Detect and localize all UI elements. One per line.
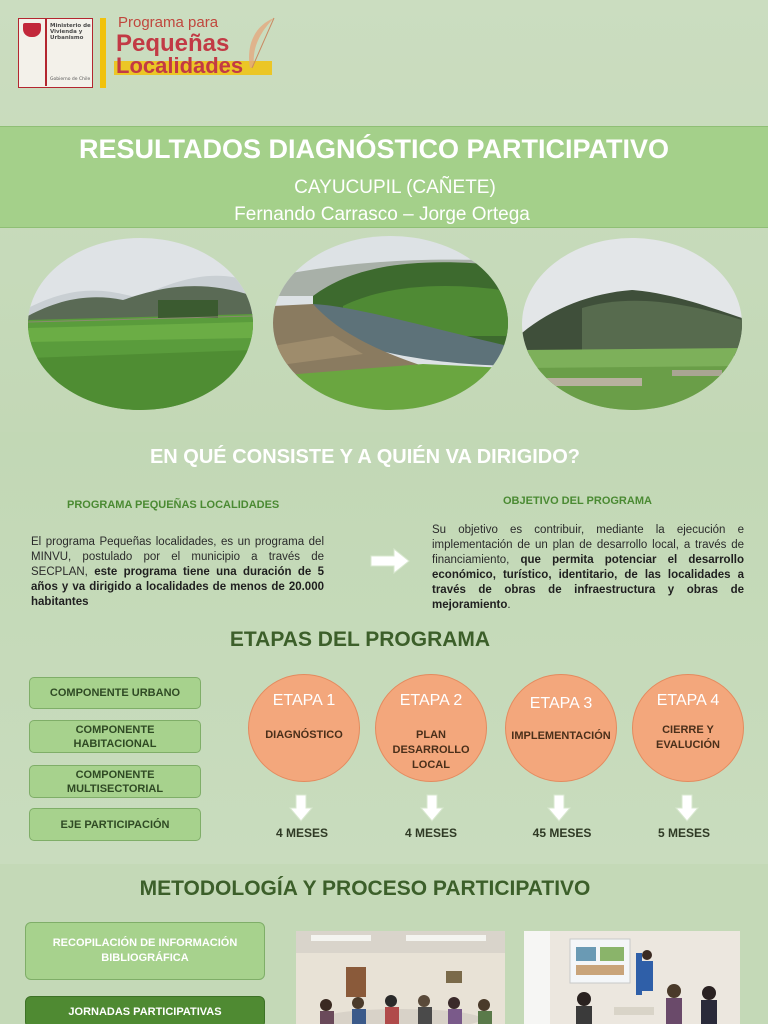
stage-4-duration: 5 MESES	[657, 826, 711, 840]
stage-2-title: ETAPA 2	[399, 692, 463, 709]
stage-2-circle	[375, 674, 487, 782]
method-step-recopilacion: RECOPILACIÓN DE INFORMACIÓN BIBLIOGRÁFICA	[25, 922, 265, 980]
meeting-photo-1	[296, 931, 505, 1024]
stage-1-duration: 4 MESES	[275, 826, 329, 840]
ministry-name: Ministerio de Vivienda y Urbanismo	[50, 23, 91, 41]
arrow-down-icon	[420, 794, 444, 822]
program-description-text: El programa Pequeñas localidades, es un programa del MINVU, postulado por el municipio a través de SECPLAN, este programa tiene una duración de 5 años y va dirigido a localidades de menos de 20.000 habitantes	[31, 536, 324, 608]
meeting-photo-2	[524, 931, 740, 1024]
landscape-photo-hill	[522, 238, 742, 410]
landscape-photo-meadow	[28, 238, 253, 410]
stage-3-circle	[505, 674, 617, 782]
stage-4-title: ETAPA 4	[656, 692, 720, 709]
program-logo-line2: Pequeñas	[116, 30, 230, 57]
section-heading-consiste: EN QUÉ CONSISTE Y A QUIÉN VA DIRIGIDO?	[149, 446, 581, 468]
objective-text: Su objetivo es contribuir, mediante la ejecución e implementación de un plan de desarrollo local, a través de financiamiento, que permita potenciar el desarrollo económico, turístico, identitario, de las localidades a través de obras de infraestructura y obras de mejoramiento.	[432, 524, 744, 611]
component-habitacional: COMPONENTE HABITACIONAL	[29, 720, 201, 753]
authors-subtitle: Fernando Carrasco – Jorge Ortega	[234, 204, 530, 225]
program-description-title: PROGRAMA PEQUEÑAS LOCALIDADES	[67, 499, 280, 511]
ministry-logo	[18, 18, 93, 88]
feather-icon	[244, 16, 278, 76]
location-subtitle: CAYUCUPIL (CAÑETE)	[294, 177, 496, 198]
stage-2-duration: 4 MESES	[404, 826, 458, 840]
stage-3-desc: IMPLEMENTACIÓN	[511, 730, 611, 742]
stage-4-desc: CIERRE Y EVALUCIÓN	[656, 724, 720, 751]
program-logo-bar	[100, 18, 106, 88]
government-label: Gobierno de Chile	[50, 77, 91, 82]
section-heading-metodologia: METODOLOGÍA Y PROCESO PARTICIPATIVO	[139, 877, 591, 900]
component-urbano: COMPONENTE URBANO	[29, 677, 201, 709]
section-heading-etapas: ETAPAS DEL PROGRAMA	[229, 628, 491, 651]
page-title: RESULTADOS DIAGNÓSTICO PARTICIPATIVO	[78, 134, 669, 164]
program-logo-line1: Programa para	[118, 14, 219, 31]
stage-2-desc: PLAN DESARROLLO LOCAL	[392, 729, 470, 771]
component-multisectorial: COMPONENTE MULTISECTORIAL	[29, 765, 201, 798]
stage-3-title: ETAPA 3	[529, 695, 593, 712]
component-participacion: EJE PARTICIPACIÓN	[29, 808, 201, 841]
arrow-right-icon	[370, 548, 410, 574]
program-logo-line3: Localidades	[116, 53, 244, 78]
stage-4-circle	[632, 674, 744, 782]
stage-3-duration: 45 MESES	[532, 826, 592, 840]
stage-1-desc: DIAGNÓSTICO	[265, 729, 343, 741]
coat-of-arms-icon	[23, 23, 41, 37]
landscape-photo-river	[273, 236, 508, 410]
arrow-down-icon	[289, 794, 313, 822]
arrow-down-icon	[675, 794, 699, 822]
objective-title: OBJETIVO DEL PROGRAMA	[503, 495, 652, 507]
stage-1-title: ETAPA 1	[272, 692, 336, 709]
arrow-down-icon	[547, 794, 571, 822]
stage-1-circle	[248, 674, 360, 782]
method-step-jornadas: JORNADAS PARTICIPATIVAS	[25, 996, 265, 1024]
